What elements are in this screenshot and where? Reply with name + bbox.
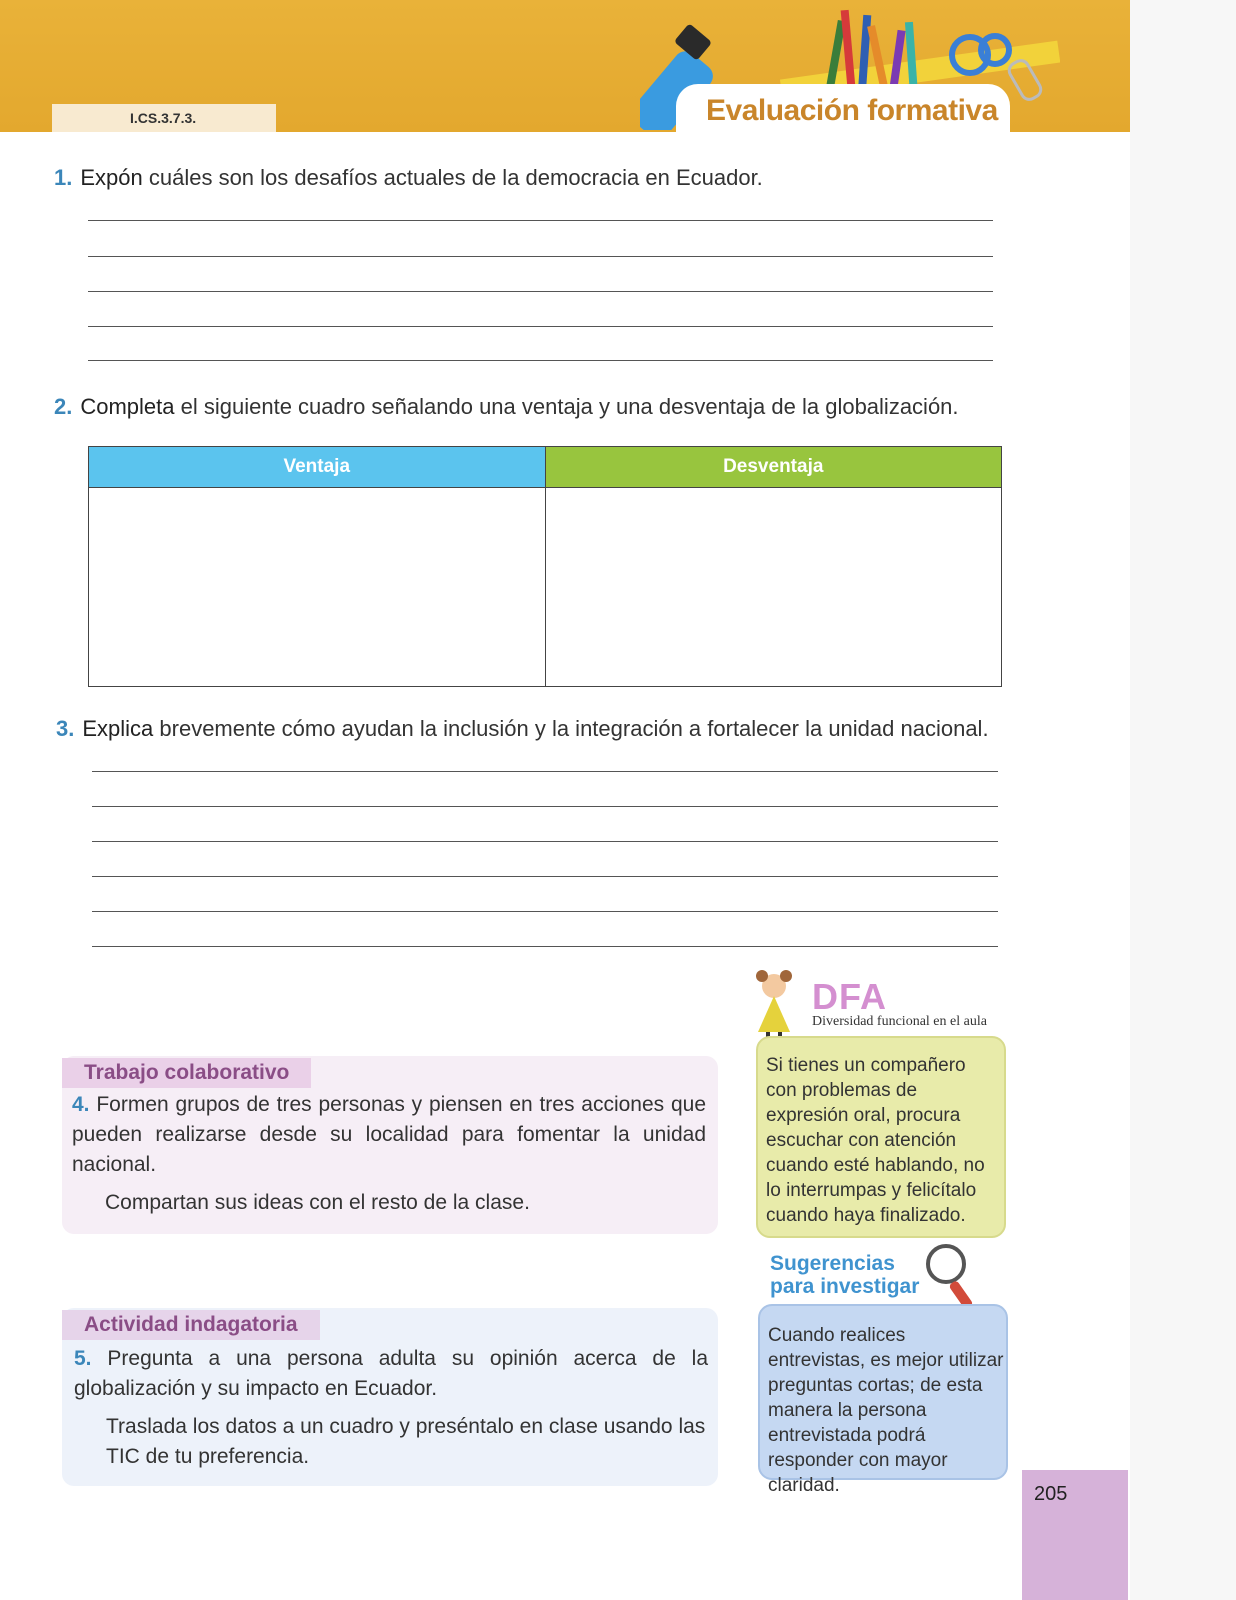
inquiry-activity bbox=[74, 1344, 708, 1404]
activity-text: grupos de tres personas y bbox=[168, 1093, 429, 1116]
answer-line[interactable] bbox=[92, 911, 998, 912]
answer-line[interactable] bbox=[92, 876, 998, 877]
table-cell-ventaja[interactable] bbox=[89, 488, 546, 687]
sugerencias-title-line2: para investigar bbox=[770, 1275, 920, 1298]
inquiry-label: Actividad indagatoria bbox=[62, 1310, 320, 1340]
indicator-code: I.CS.3.7.3. bbox=[52, 104, 276, 132]
activity-text: a una persona adulta su opinión acerca de la globalización y su impacto en Ecuador. bbox=[74, 1347, 708, 1400]
answer-line[interactable] bbox=[88, 220, 993, 221]
sugerencias-text: Cuando realices entrevistas, es mejor utilizar preguntas cortas; de esta manera la persona entrevistada podrá responder con mayor claridad. bbox=[768, 1325, 1004, 1496]
collab-activity bbox=[72, 1090, 706, 1180]
activity-text: los datos a un cuadro y bbox=[186, 1415, 416, 1438]
answer-line[interactable] bbox=[88, 291, 993, 292]
answer-line[interactable] bbox=[92, 841, 998, 842]
question-verb: Completa bbox=[80, 394, 175, 419]
activity-verb: Pregunta bbox=[107, 1347, 193, 1370]
page-number-tab bbox=[1022, 1470, 1128, 1600]
dfa-subtitle: Diversidad funcional en el aula bbox=[812, 1014, 987, 1029]
question-text: cuáles son los desafíos actuales de la democracia en Ecuador. bbox=[142, 165, 763, 190]
question-1 bbox=[54, 163, 1014, 193]
activity-text: en tres acciones que pueden realizarse desde su localidad para fomentar la unidad nacional. bbox=[72, 1093, 706, 1176]
table-header-ventaja: Ventaja bbox=[89, 447, 546, 488]
question-number: 3. bbox=[56, 716, 75, 741]
activity-verb: Formen bbox=[96, 1093, 169, 1116]
advantage-disadvantage-table bbox=[88, 446, 1002, 687]
question-3 bbox=[56, 714, 1026, 744]
answer-line[interactable] bbox=[92, 771, 998, 772]
answer-line[interactable] bbox=[88, 360, 993, 361]
page-number: 205 bbox=[1034, 1483, 1068, 1505]
activity-text: en clase usando las TIC de tu preferencia. bbox=[106, 1415, 706, 1468]
question-2 bbox=[54, 392, 1014, 422]
activity-verb: Compartan bbox=[105, 1191, 209, 1214]
sugerencias-title-line1: Sugerencias bbox=[770, 1252, 895, 1275]
sugerencias-title bbox=[770, 1252, 919, 1298]
question-number: 1. bbox=[54, 165, 73, 190]
page-title: Evaluación formativa bbox=[706, 94, 998, 127]
inquiry-present bbox=[106, 1412, 710, 1472]
activity-verb: preséntalo bbox=[415, 1415, 514, 1438]
activity-verb: Traslada bbox=[106, 1415, 187, 1438]
answer-line[interactable] bbox=[92, 946, 998, 947]
page-edge bbox=[1130, 0, 1236, 1600]
question-text: brevemente cómo ayudan la inclusión y la integración a fortalecer la unidad nacional. bbox=[153, 716, 989, 741]
dfa-title: DFA bbox=[812, 976, 887, 1017]
activity-number: 5. bbox=[74, 1347, 92, 1370]
activity-text: sus ideas con el resto de la clase. bbox=[208, 1191, 530, 1214]
answer-line[interactable] bbox=[88, 326, 993, 327]
question-text: el siguiente cuadro señalando una ventaja y una desventaja de la globalización. bbox=[174, 394, 959, 419]
dfa-text: Si tienes un compañero con problemas de expresión oral, procura escuchar con atención cuando esté hablando, no lo interrumpas y felicítalo cuando haya finalizado. bbox=[766, 1055, 985, 1226]
collab-label: Trabajo colaborativo bbox=[62, 1058, 311, 1088]
magnifier-icon bbox=[922, 1240, 978, 1314]
table-header-desventaja: Desventaja bbox=[545, 447, 1002, 488]
table-cell-desventaja[interactable] bbox=[545, 488, 1002, 687]
activity-verb: piensen bbox=[428, 1093, 503, 1116]
collab-share bbox=[105, 1188, 705, 1218]
question-verb: Explica bbox=[82, 716, 154, 741]
question-verb: Expón bbox=[80, 165, 143, 190]
activity-number: 4. bbox=[72, 1093, 90, 1116]
answer-line[interactable] bbox=[88, 256, 993, 257]
girl-illustration bbox=[744, 966, 808, 1046]
question-number: 2. bbox=[54, 394, 73, 419]
answer-line[interactable] bbox=[92, 806, 998, 807]
